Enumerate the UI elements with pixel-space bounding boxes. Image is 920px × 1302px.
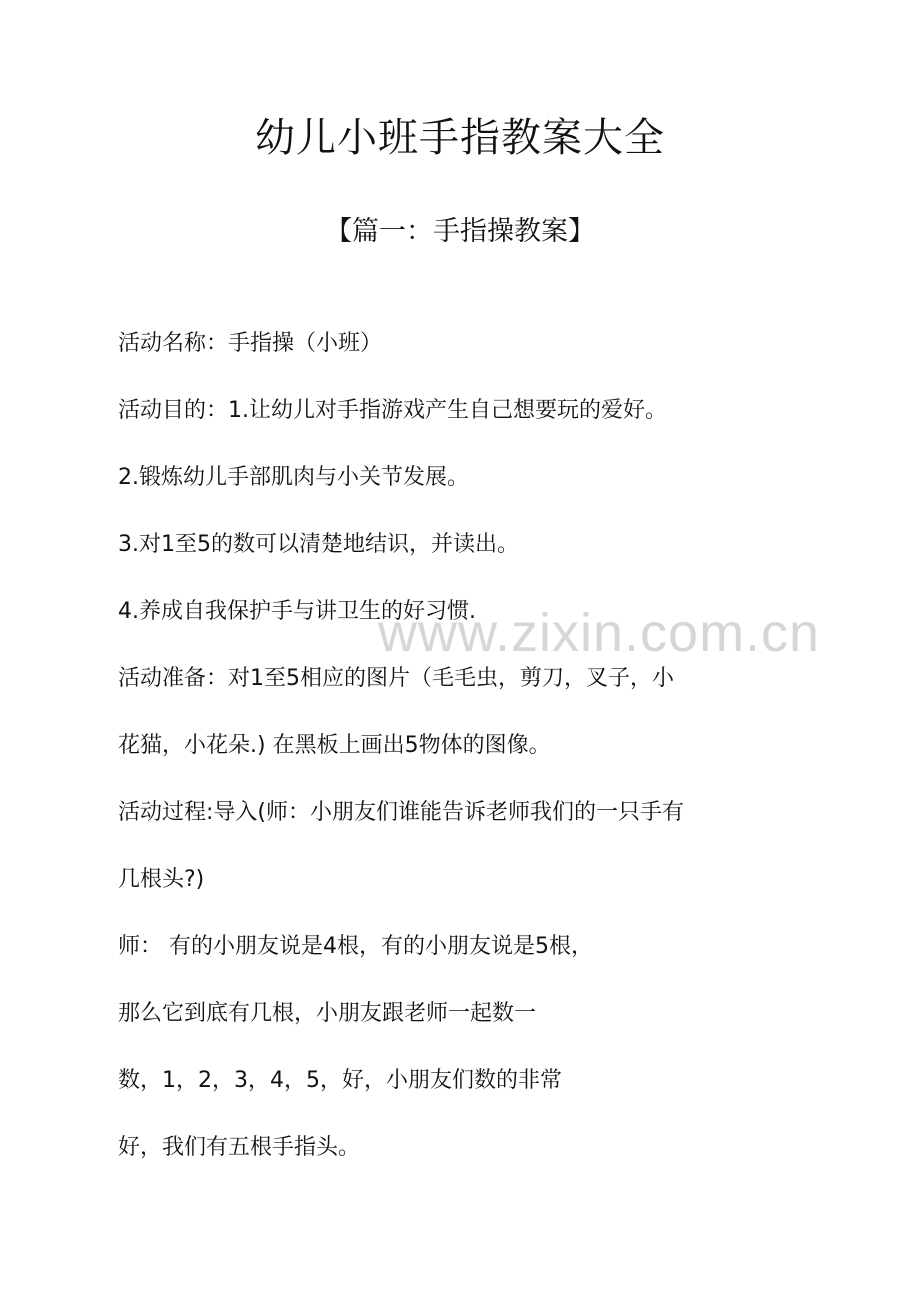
activity-goal-line: 活动目的：1.让幼儿对手指游戏产生自己想要玩的爱好。 (118, 398, 667, 423)
activity-process-line: 活动过程:导入(师：小朋友们谁能告诉老师我们的一只手有 (118, 800, 684, 825)
teacher-line-3: 数，1，2，3，4，5，好，小朋友们数的非常 (118, 1068, 562, 1093)
teacher-line-2: 那么它到底有几根，小朋友跟老师一起数一 (118, 1001, 537, 1026)
teacher-line-4: 好，我们有五根手指头。 (118, 1135, 361, 1160)
teacher-line-1: 师： 有的小朋友说是4根，有的小朋友说是5根， (118, 934, 593, 959)
activity-process-continued: 几根头?) (118, 867, 205, 892)
activity-name-line: 活动名称：手指操（小班） (118, 331, 383, 356)
activity-preparation-line: 活动准备：对1至5相应的图片（毛毛虫，剪刀，叉子，小 (118, 666, 674, 691)
goal-item-3: 3.对1至5的数可以清楚地结识，并读出。 (118, 532, 519, 557)
document-title: 幼儿小班手指教案大全 (255, 115, 665, 161)
section-heading: 【篇一：手指操教案】 (325, 216, 595, 247)
goal-item-2: 2.锻炼幼儿手部肌肉与小关节发展。 (118, 465, 469, 490)
watermark: www.zixin.com.cn (378, 603, 821, 663)
goal-item-4: 4.养成自我保护手与讲卫生的好习惯. (118, 599, 476, 624)
activity-preparation-continued: 花猫，小花朵.) 在黑板上画出5物体的图像。 (118, 733, 551, 758)
